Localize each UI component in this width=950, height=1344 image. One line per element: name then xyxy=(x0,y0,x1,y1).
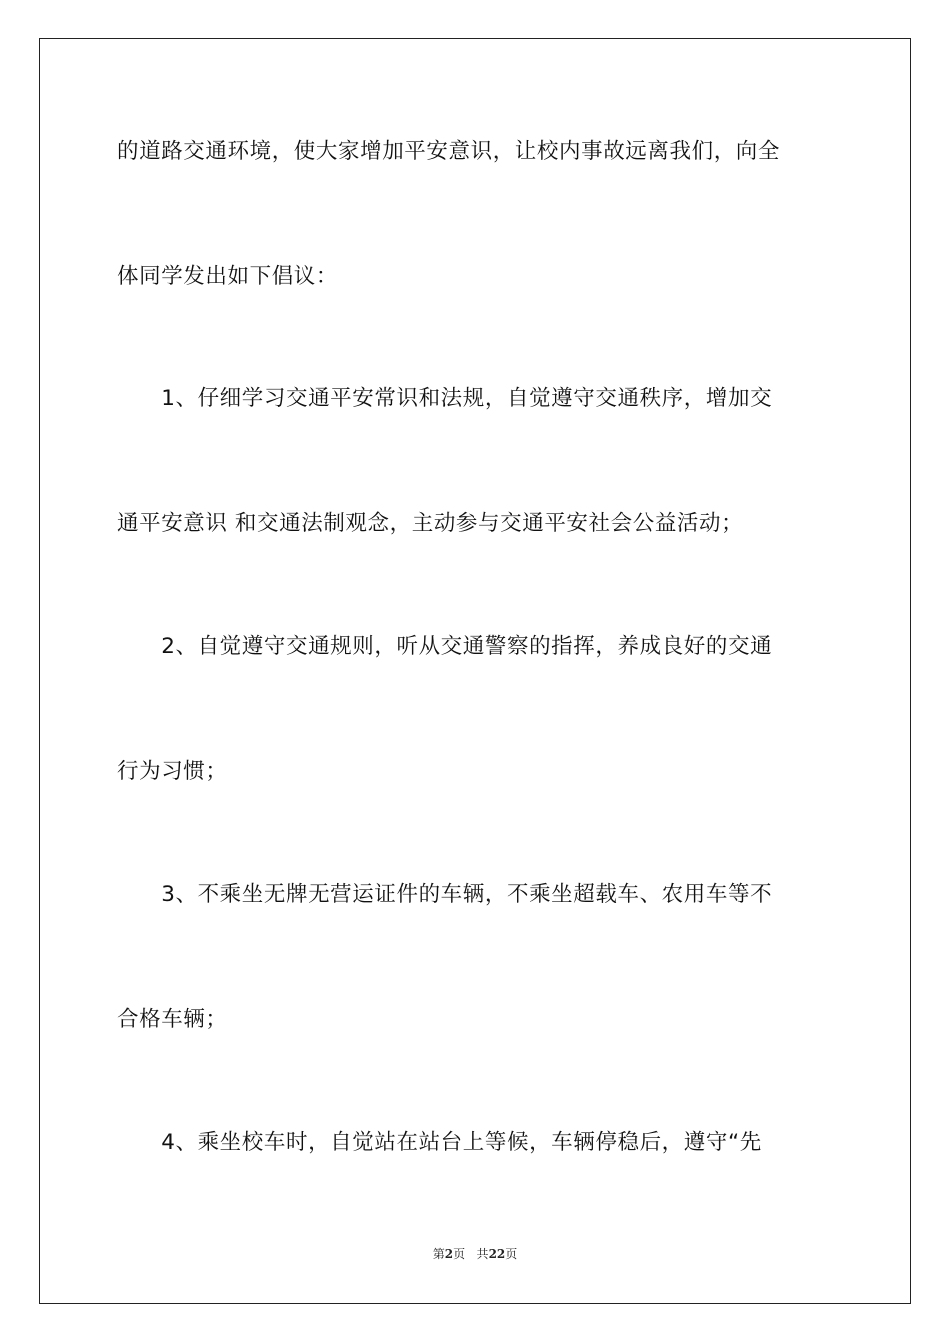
body-text-line: 体同学发出如下倡议： xyxy=(117,264,339,289)
body-text-line: 的道路交通环境，使大家增加平安意识，让校内事故远离我们，向全 xyxy=(117,139,781,164)
body-text-line: 2、自觉遵守交通规则，听从交通警察的指挥，养成良好的交通 xyxy=(117,634,773,659)
body-text-line: 行为习惯； xyxy=(117,759,228,784)
page-current: 2 xyxy=(444,1247,454,1261)
total-suffix: 页 xyxy=(505,1247,518,1261)
page-total: 22 xyxy=(488,1247,506,1261)
body-text-line: 通平安意识 和交通法制观念，主动参与交通平安社会公益活动； xyxy=(117,511,744,536)
body-text-line: 4、乘坐校车时，自觉站在站台上等候，车辆停稳后，遵守“先 xyxy=(117,1130,762,1155)
body-text-line: 3、不乘坐无牌无营运证件的车辆，不乘坐超载车、农用车等不 xyxy=(117,882,773,907)
page-prefix: 第 xyxy=(432,1247,445,1261)
page-number-footer xyxy=(0,1245,950,1262)
total-prefix: 共 xyxy=(476,1247,489,1261)
page-suffix: 页 xyxy=(453,1247,466,1261)
page-border xyxy=(39,38,911,1304)
body-text-line: 合格车辆； xyxy=(117,1007,228,1032)
body-text-line: 1、仔细学习交通平安常识和法规，自觉遵守交通秩序，增加交 xyxy=(117,386,773,411)
